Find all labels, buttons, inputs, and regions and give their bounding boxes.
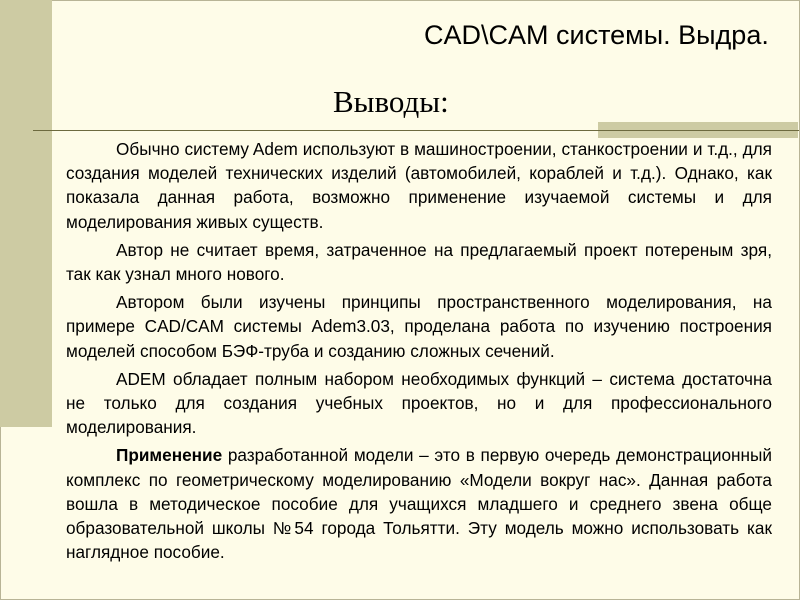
- paragraph: Автором были изучены принципы пространственного моделирования, на примере CAD/CAM системы Adem3.03, проделана работа по изучению построения моделей способом БЭФ-труба и созданию сложных сечений.: [66, 292, 772, 361]
- paragraph: Обычно системy Adem используют в машиностроении, станкостроении и т.д., для создания моделей технических изделий (автомобилей, кораблей и т.д.). Однако, как показала данная работа, возможно применение изучаемой системы и для моделирования живых существ.: [66, 139, 772, 232]
- body-text: [66, 137, 772, 568]
- paragraph-rest: разработанной модели – это в первую очередь демонстрационный комплекс по геометрическому моделированию «Модели вокруг нас». Данная работа вошла в методическое пособие для учащихся младшего и среднего звена обще образовательной школы №54 города Тольятти. Эту модель можно использовать как наглядное пособие.: [66, 445, 772, 563]
- decorative-left-bar: [0, 0, 52, 427]
- paragraph: Автор не считает время, затраченное на предлагаемый проект потереным зря, так как узнал много нового.: [66, 239, 772, 285]
- bold-lead: Применение: [116, 445, 223, 466]
- paragraph: ADEM обладает полным набором необходимых функций – система достаточна не только для создания учебных проектов, но и для профессионального моделирования.: [66, 368, 772, 438]
- paragraph: [66, 443, 772, 564]
- slide-title: CAD\CAM системы. Выдра.: [424, 20, 769, 50]
- section-title: Выводы:: [333, 84, 449, 119]
- title-divider: [33, 130, 799, 131]
